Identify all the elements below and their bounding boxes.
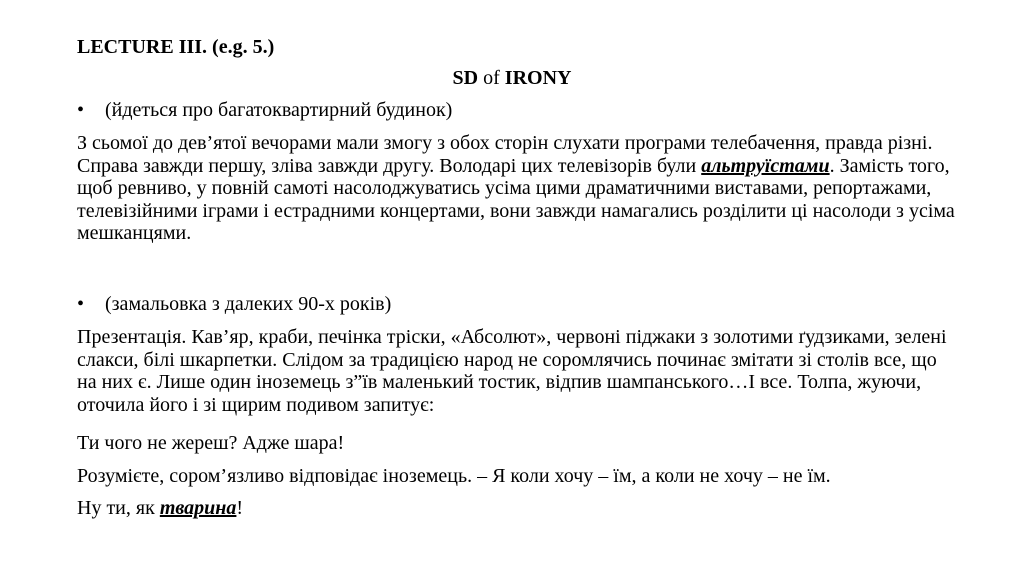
- dialogue-line-2: Розумієте, сором’язливо відповідає іноземець. – Я коли хочу – їм, а коли не хочу – не їм.: [77, 465, 831, 487]
- title-irony: IRONY: [504, 67, 572, 89]
- paragraph-altruists: [77, 132, 957, 245]
- dialogue-line-1: Ти чого не жереш? Адже шара!: [77, 432, 345, 454]
- paragraph-text-end: . Замість того, щоб ревниво, у повній самоті насолоджуватись усіма цими драматичними виставами, репортажами, телевізійними іграми і естрадними концертами, вони завжди намагались розділити ці насолоди з усіма мешканцями.: [77, 154, 955, 244]
- lecture-heading: LECTURE III. (e.g. 5.): [77, 36, 275, 58]
- emphasis-word: тварина: [159, 497, 237, 519]
- bullet-item-nineties: [77, 293, 391, 316]
- bullet-text: (йдеться про багатоквартирний будинок): [105, 99, 453, 121]
- bullet-item-apartment: [77, 99, 452, 122]
- dialogue-text: Ну ти, як: [77, 497, 160, 519]
- emphasis-word: альтруїстами: [701, 154, 830, 177]
- title-of: of: [478, 67, 505, 89]
- paragraph-text: З сьомої до дев’ятої вечорами мали змогу з обох сторін слухати програми телебачення, правда різні. Справа завжди першу, зліва завжди другу. Володарі цих телевізорів були: [77, 132, 933, 177]
- dialogue-line-3: [77, 497, 243, 520]
- bullet-icon: •: [77, 99, 85, 121]
- bullet-icon: •: [77, 293, 85, 315]
- title-sd: SD: [452, 67, 479, 89]
- paragraph-presentation: Презентація. Кав’яр, краби, печінка тріски, «Абсолют», червоні піджаки з золотими ґудзиками, зелені слакси, білі шкарпетки. Слідом за традицією народ не соромлячись починає змітати зі столів все, що на них є. Лише один іноземець з”їв маленький тостик, відпив шампанського…І все. Толпа, жуючи, оточила його і зі щирим подивом запитує:: [77, 326, 947, 416]
- bullet-text: (замальовка з далеких 90-х років): [105, 293, 392, 315]
- slide-title: [0, 67, 1024, 90]
- dialogue-text-end: !: [236, 497, 244, 519]
